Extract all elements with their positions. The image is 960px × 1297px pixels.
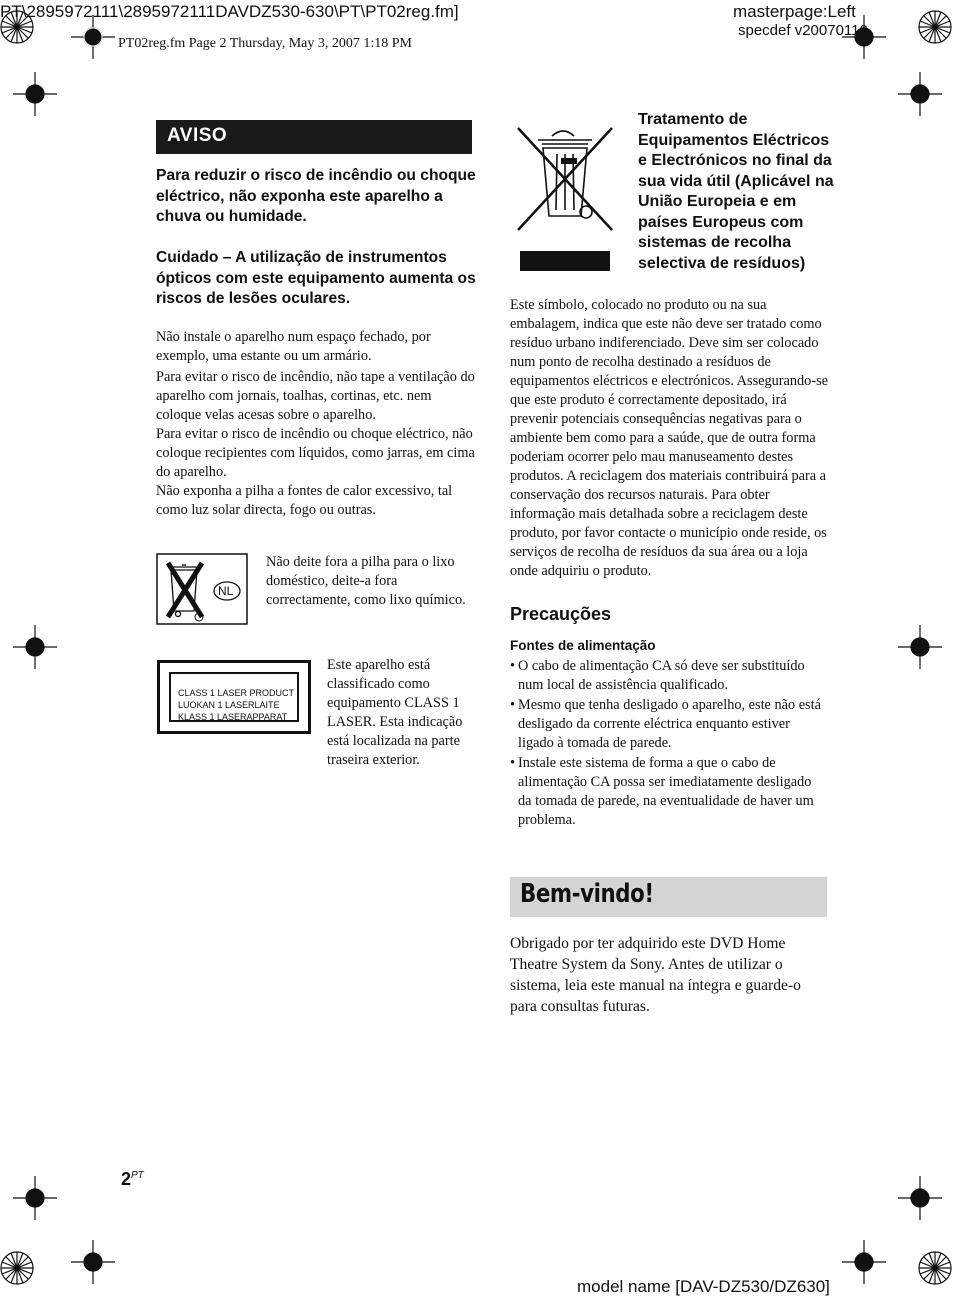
laser-label-text: [178, 687, 294, 723]
crosshair-mark-icon: [842, 1240, 886, 1284]
header-specdef: specdef v20070110: [738, 22, 868, 39]
power-sources-heading: Fontes de alimentação: [510, 638, 656, 653]
weee-body-text: Este símbolo, colocado no produto ou na sua embalagem, indica que este não deve ser tratado como resíduo urbano indiferenciado. Deve sim ser colocado num ponto de recolha destinado a resíduos de equipamentos eléctricos e electrónicos. Assegurando-se que este produto é correctamente depositado, irá prevenir potenciais consequências negativas para o ambiente bem como para a saúde, que de outra forma poderiam ocorrer pelo mau manuseamento destes produtos. A reciclagem dos materiais contribuirá para a conservação dos recursos naturais. Para obter informação mais detalhada sobre a reciclagem deste produto, por favor contacte o município onde reside, os serviços de recolha de resíduos da sua área ou a loja onde adquiriu o produto.: [510, 297, 828, 579]
aviso-heading-bar: [156, 120, 472, 154]
precautions-heading: Precauções: [510, 604, 612, 624]
footer-model-name: model name [DAV-DZ530/DZ630]: [577, 1277, 830, 1296]
fire-shock-warning: Para reduzir o risco de incêndio ou choque eléctrico, não exponha este aparelho a chuva ou humidade.: [156, 167, 476, 225]
list-item: • O cabo de alimentação CA só deve ser substituído num local de assistência qualificado.: [510, 658, 805, 693]
welcome-text: Obrigado por ter adquirido este DVD Home Theatre System da Sony. Antes de utilizar o sistema, leia este manual na íntegra e guarde-o para consultas futuras.: [510, 935, 801, 1015]
starburst-mark-icon: [919, 1252, 951, 1284]
laser-label-line-1: CLASS 1 LASER PRODUCT: [178, 688, 295, 698]
weee-bin-icon: [512, 118, 618, 276]
liquids-paragraph: Para evitar o risco de incêndio ou choque eléctrico, não coloque recipientes com líquidos, como jarras, em cima do aparelho.: [156, 426, 475, 480]
crosshair-mark-icon: [898, 625, 942, 669]
optical-caution-warning: Cuidado – A utilização de instrumentos ópticos com este equipamento aumenta os riscos de lesões oculares.: [156, 249, 476, 307]
header-file-path: PT\2895972111\2895972111DAVDZ530-630\PT\PT02reg.fm]: [0, 2, 459, 21]
battery-heat-paragraph: Não exponha a pilha a fontes de calor excessivo, tal como luz solar directa, fogo ou outras.: [156, 483, 453, 518]
aviso-title: AVISO: [167, 125, 228, 146]
power-precautions-list: [510, 657, 828, 830]
welcome-title: Bem-vindo!: [520, 879, 654, 909]
list-item-text: Mesmo que tenha desligado o aparelho, este não está desligado da corrente eléctrica enquanto estiver ligado à tomada de parede.: [518, 697, 821, 751]
laser-label-line-3: KLASS 1 LASERAPPARAT: [178, 712, 288, 722]
laser-class-label: [157, 660, 311, 734]
starburst-mark-icon: [1, 1252, 33, 1284]
header-masterpage: masterpage:Left: [733, 2, 856, 21]
battery-disposal-icon: [156, 553, 248, 625]
list-item: • Mesmo que tenha desligado o aparelho, este não está desligado da corrente eléctrica enquanto estiver ligado à tomada de parede.: [510, 697, 821, 751]
page-number: [121, 1169, 144, 1190]
battery-nl-badge: NL: [218, 584, 234, 598]
list-item-text: O cabo de alimentação CA só deve ser substituído num local de assistência qualificado.: [518, 658, 805, 693]
header-file-info: PT02reg.fm Page 2 Thursday, May 3, 2007 1:18 PM: [118, 36, 412, 51]
crosshair-mark-icon: [13, 625, 57, 669]
crosshair-mark-icon: [13, 72, 57, 116]
laser-label-line-2: LUOKAN 1 LASERLAITE: [178, 700, 280, 710]
crosshair-mark-icon: [13, 1176, 57, 1220]
weee-title: Tratamento de Equipamentos Eléctricos e Electrónicos no final da sua vida útil (Aplicável na União Europeia e em países Europeus com sistemas de recolha selectiva de resíduos): [638, 111, 834, 272]
starburst-mark-icon: [919, 11, 951, 43]
installation-paragraph: Não instale o aparelho num espaço fechado, por exemplo, uma estante ou um armário.: [156, 329, 431, 364]
list-item-text: Instale este sistema de forma a que o cabo de alimentação CA possa ser imediatamente desligado da tomada de parede, na eventualidade de haver um problema.: [518, 755, 814, 828]
crosshair-mark-icon: [898, 72, 942, 116]
laser-class-text: Este aparelho está classificado como equipamento CLASS 1 LASER. Esta indicação está localizada na parte traseira exterior.: [327, 657, 463, 768]
battery-disposal-text: Não deite fora a pilha para o lixo doméstico, deite-a fora correctamente, como lixo químico.: [266, 554, 466, 608]
page-number-value: 2: [121, 1169, 132, 1189]
crosshair-mark-icon: [71, 1240, 115, 1284]
page-number-suffix: PT: [131, 1170, 144, 1181]
list-item: • Instale este sistema de forma a que o cabo de alimentação CA possa ser imediatamente desligado da tomada de parede, na eventualidade de haver um problema.: [510, 755, 814, 828]
welcome-heading-bar: [510, 877, 827, 917]
ventilation-paragraph: Para evitar o risco de incêndio, não tape a ventilação do aparelho com jornais, toalhas, cortinas, etc. nem coloque velas acesas sobre o aparelho.: [156, 369, 475, 423]
crosshair-mark-icon: [898, 1176, 942, 1220]
